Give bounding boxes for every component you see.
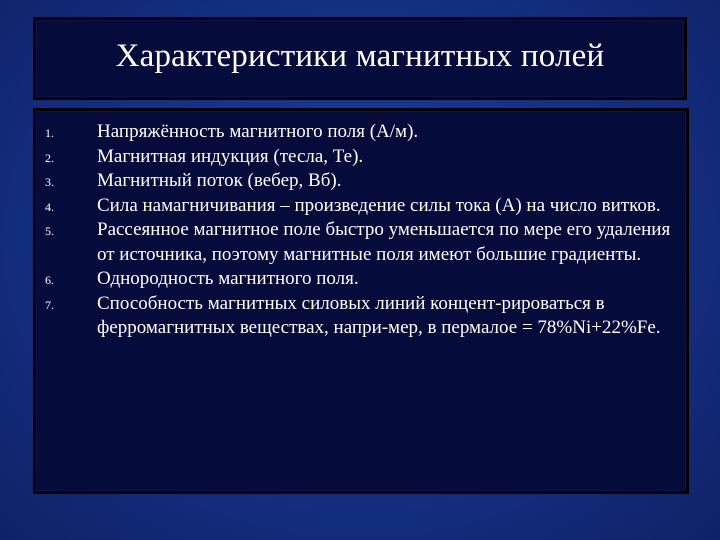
list-number: 3. [45, 175, 54, 189]
list-text: Магнитная индукция (тесла, Те). [97, 145, 364, 167]
content-panel [33, 108, 689, 494]
list-text: Напряжённость магнитного поля (А/м). [97, 121, 419, 142]
list-text: Способность магнитных силовых линий концент-рироваться в ферромагнитных веществах, напри-мер, в пермалое = 78%Ni+22%Fe. [97, 292, 661, 338]
list-number: 7. [45, 297, 54, 312]
list-number: 1. [45, 126, 54, 140]
list-text: Магнитный поток (вебер, Вб). [97, 170, 342, 191]
list-number: 2. [45, 150, 54, 165]
title-panel-inner [36, 20, 684, 97]
list-item-3 [45, 169, 671, 194]
list-item-7 [45, 292, 671, 341]
list-number: 4. [45, 199, 54, 214]
list-item-2 [45, 145, 671, 170]
list-item-6 [45, 267, 671, 292]
characteristics-list [45, 118, 671, 341]
list-item-5 [45, 218, 671, 267]
list-item-4 [45, 194, 671, 219]
list-text: Рассеянное магнитное поле быстро уменьшается по мере его удаления от источника, поэтому магнитные поля имеют большие градиенты. [97, 219, 671, 265]
list-text: Однородность магнитного поля. [97, 268, 359, 289]
list-text: Сила намагничивания – произведение силы тока (А) на число витков. [97, 194, 661, 216]
list-number: 6. [45, 273, 54, 287]
content-panel-inner [36, 111, 686, 491]
slide-title: Характеристики магнитных полей [115, 38, 605, 74]
list-item-1 [45, 120, 671, 145]
title-panel [33, 17, 687, 100]
list-number: 5. [45, 224, 54, 238]
